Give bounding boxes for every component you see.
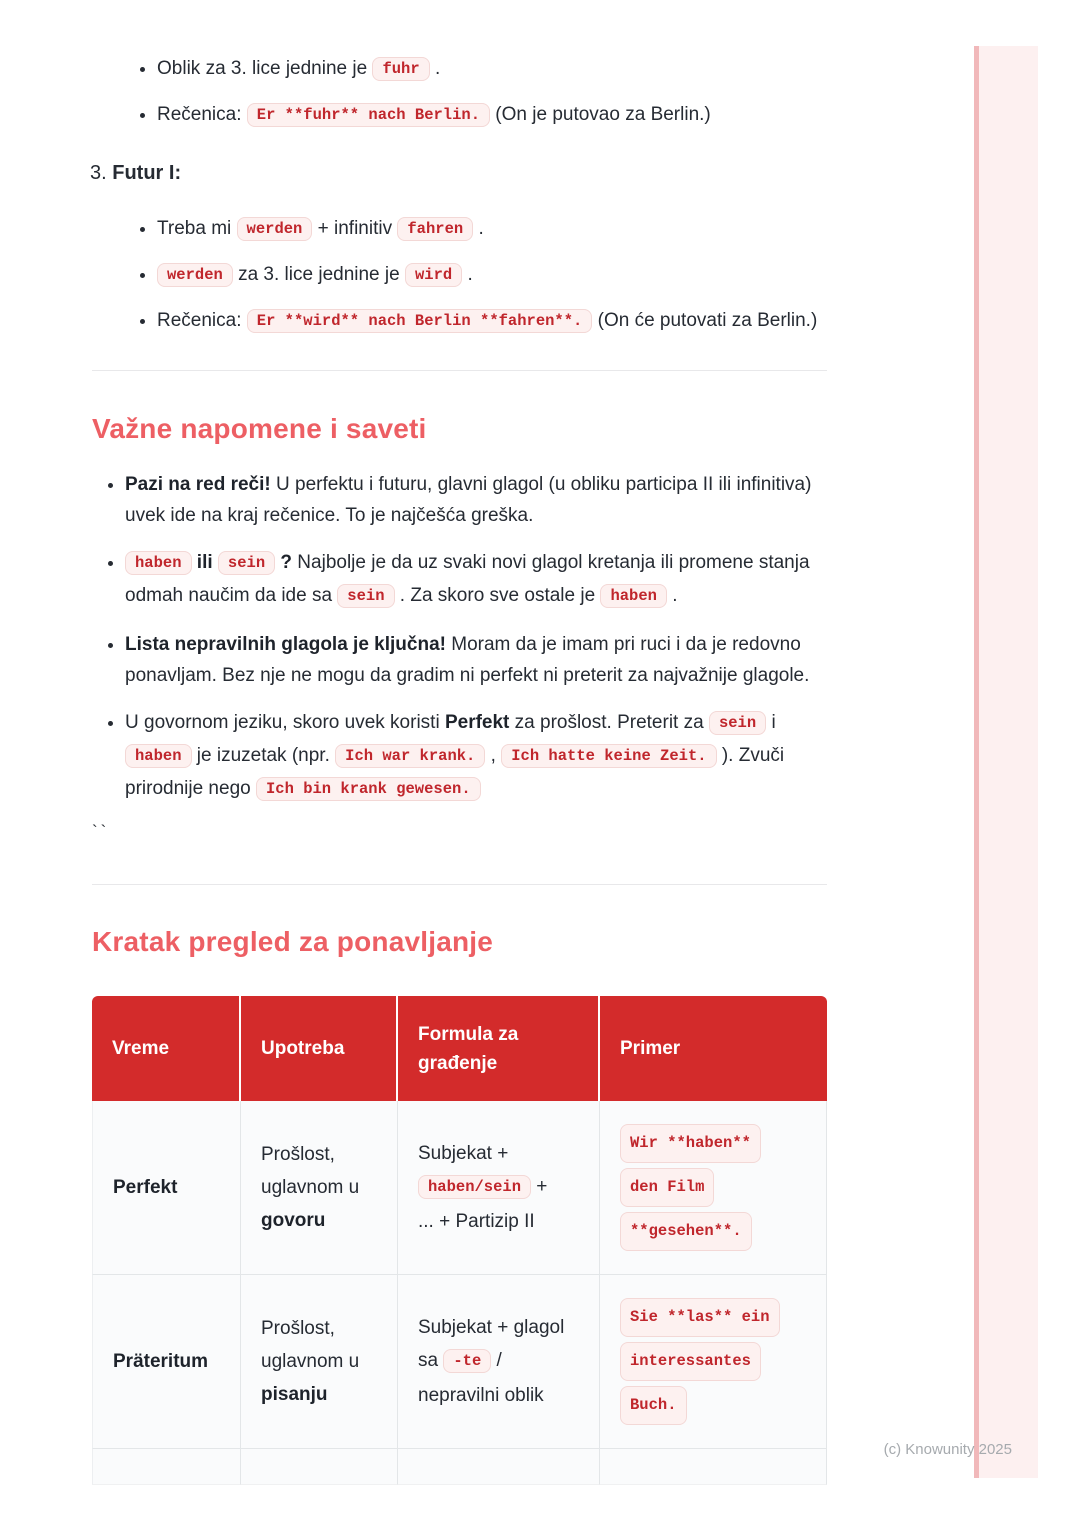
text-segment: . [462, 264, 473, 285]
table-row [92, 1101, 827, 1275]
column-header-primer: Primer [600, 996, 827, 1101]
table-row [92, 1275, 827, 1449]
text-segment: . [473, 218, 484, 239]
cell-primer [600, 1101, 827, 1275]
code-line: Buch. [620, 1386, 687, 1425]
text-segment: U perfektu i futuru, glavni glagol (u obliku participa II ili infinitiva) uvek ide na kraj rečenice. To je najčešća greška. [125, 474, 812, 526]
inline-code: haben [125, 744, 192, 768]
cell-formula [398, 1101, 600, 1275]
cell-upotreba [241, 1275, 398, 1449]
text-segment: + [531, 1176, 548, 1197]
text-segment: ). Zvuči prirodnije nego [125, 745, 785, 799]
section-divider [92, 884, 827, 885]
text-segment: + infinitiv [312, 218, 398, 239]
page-edge-strip [974, 46, 1038, 1478]
text-segment: Oblik za 3. lice jednine je [157, 58, 373, 79]
inline-code: haben [125, 551, 192, 575]
text-segment: Prošlost, [261, 1318, 335, 1339]
text-segment: Subjekat + [418, 1143, 509, 1164]
list-item [125, 707, 827, 806]
list-item [157, 305, 827, 338]
text-segment: . [429, 58, 441, 79]
text-segment: (On je putovao za Berlin.) [490, 104, 711, 125]
text-segment: Rečenica: [157, 104, 247, 125]
text-segment: sa [418, 1350, 444, 1371]
bold-text: Pazi na red reči! [125, 474, 271, 495]
column-header-vreme: Vreme [92, 996, 241, 1101]
bold-text: Lista nepravilnih glagola je ključna! [125, 634, 446, 655]
cell-vreme [92, 1275, 241, 1449]
list-item [125, 547, 827, 613]
cell-primer [600, 1275, 827, 1449]
bold-text: ? [275, 552, 293, 573]
text-segment: za prošlost. Preterit za [509, 712, 709, 733]
inline-code: Ich war krank. [335, 744, 485, 768]
table-header-row [92, 996, 827, 1101]
inline-code: werden [237, 217, 313, 241]
table-row-partial [92, 1449, 827, 1485]
section-preterit-futur [92, 53, 827, 338]
review-table [92, 996, 827, 1485]
list-item [157, 53, 827, 86]
inline-code: Ich bin krank gewesen. [256, 777, 481, 801]
inline-code: haben/sein [418, 1175, 531, 1199]
futur-bullet-list [92, 213, 827, 338]
text-segment: je izuzetak (npr. [191, 745, 336, 766]
numbered-item-futur [90, 160, 827, 186]
list-item [157, 213, 827, 246]
text-segment: / [491, 1350, 502, 1371]
section-notes [92, 412, 827, 842]
text-segment: Najbolje je da uz svaki novi glagol kretanja ili promene stanja odmah naučim da ide sa [125, 552, 810, 606]
text-segment: Treba mi [157, 218, 237, 239]
inline-code: sein [218, 551, 275, 575]
document-page [92, 0, 827, 1485]
text-segment: nepravilni oblik [418, 1385, 544, 1406]
text-segment: Subjekat + glagol [418, 1317, 565, 1338]
preterit-bullet-list [92, 53, 827, 132]
cell-vreme [92, 1101, 241, 1275]
inline-code: sein [337, 584, 394, 608]
text-segment: ... + Partizip II [418, 1211, 535, 1232]
text-segment: uglavnom u [261, 1177, 360, 1198]
inline-code: fuhr [372, 57, 429, 81]
cell-empty [600, 1449, 827, 1485]
list-item [157, 259, 827, 292]
cell-empty [241, 1449, 398, 1485]
section-review [92, 925, 827, 1485]
text-segment: , [485, 745, 502, 766]
inline-code: fahren [397, 217, 473, 241]
cell-empty [398, 1449, 600, 1485]
list-item [125, 469, 827, 531]
text-segment: Moram da je imam pri ruci i da je redovno ponavljam. Bez nje ne mogu da gradim ni perfekt ni preterit za najvažnije glagole. [125, 634, 810, 686]
list-item [157, 99, 827, 132]
bold-text: Perfekt [113, 1177, 178, 1198]
inline-code: -te [443, 1349, 491, 1373]
code-line: **gesehen**. [620, 1212, 752, 1251]
item-number: 3. [90, 162, 113, 184]
bold-text: govoru [261, 1210, 326, 1231]
inline-code: wird [405, 263, 462, 287]
text-segment: . [666, 585, 678, 606]
list-item [125, 629, 827, 691]
code-line: Sie **las** ein [620, 1298, 780, 1337]
bold-text: ili [191, 552, 218, 573]
bold-text: Perfekt [444, 712, 510, 733]
inline-code: Er **fuhr** nach Berlin. [247, 103, 490, 127]
text-segment: uglavnom u [261, 1351, 360, 1372]
code-line: Wir **haben** [620, 1124, 761, 1163]
inline-code: sein [709, 711, 766, 735]
cell-upotreba [241, 1101, 398, 1275]
text-segment: Prošlost, [261, 1144, 335, 1165]
stray-backticks: `` [92, 822, 110, 841]
text-segment: (On će putovati za Berlin.) [592, 310, 818, 331]
copyright-watermark: (c) Knowunity 2025 [883, 1441, 1012, 1458]
text-segment: Rečenica: [157, 310, 247, 331]
inline-code: Ich hatte keine Zeit. [501, 744, 716, 768]
code-line: den Film [620, 1168, 714, 1207]
cell-formula [398, 1275, 600, 1449]
text-segment: i [766, 712, 776, 733]
column-header-upotreba: Upotreba [241, 996, 398, 1101]
cell-empty [92, 1449, 241, 1485]
notes-heading: Važne napomene i saveti [92, 413, 427, 444]
text-segment: za 3. lice jednine je [232, 264, 405, 285]
code-line: interessantes [620, 1342, 761, 1381]
text-segment: . Za skoro sve ostale je [394, 585, 601, 606]
review-heading: Kratak pregled za ponavljanje [92, 926, 494, 957]
inline-code: werden [157, 263, 233, 287]
section-divider [92, 370, 827, 371]
bold-text: Präteritum [113, 1351, 209, 1372]
notes-bullet-list [92, 469, 827, 806]
inline-code: haben [600, 584, 667, 608]
text-segment: U govornom jeziku, skoro uvek koristi [125, 712, 445, 733]
inline-code: Er **wird** nach Berlin **fahren**. [247, 309, 593, 333]
item-label: Futur I: [112, 162, 182, 184]
column-header-formula: Formula za građenje [398, 996, 600, 1101]
bold-text: pisanju [261, 1384, 328, 1405]
